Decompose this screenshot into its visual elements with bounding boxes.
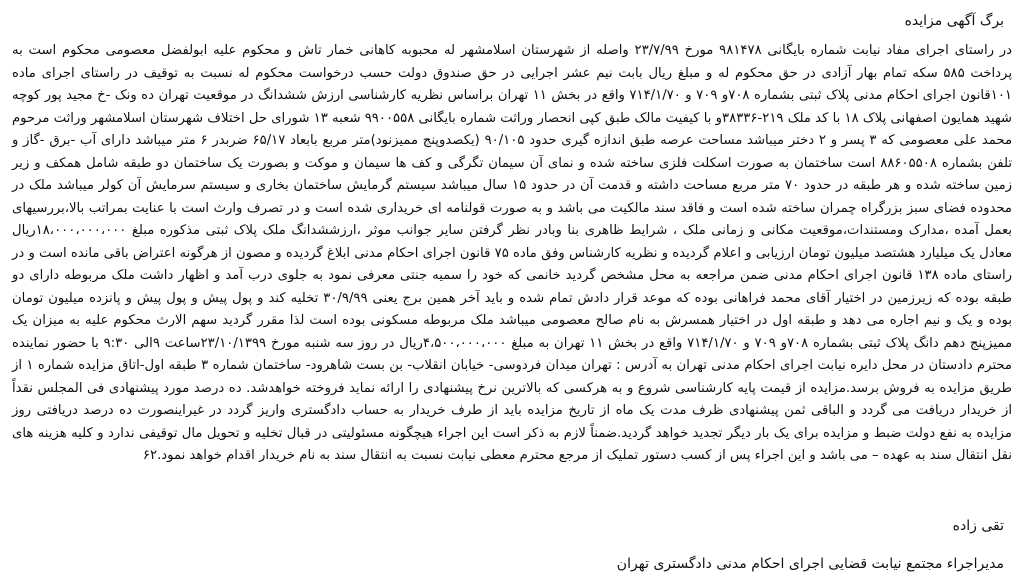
signer-title: مدیراجراء مجتمع نیابت قضایی اجرای احکام مدنی دادگستری تهران xyxy=(616,556,1004,572)
notice-body: در راستای اجرای مفاد نیابت شماره بایگانی ۹۸۱۴۷۸ مورخ ۲۳/۷/۹۹ واصله از شهرستان اسلامشهر له محبوبه کاهانی خمار تاش و محکوم علیه ابولفضل معصومی محکوم است به پرداخت ۵۸۵ سکه تمام بهار آزادی در حق محکوم له و مبلغ ریال بابت نیم عشر اجرایی در حق صندوق دولت حسب درخواست محکوم له نسبت به توقیف در راستای اجرای ماده ۱۰۱قانون اجرای احکام مدنی پلاک ثبتی بشماره ۷۰۸و ۷۰۹ و ۷۱۴/۱/۷۰ واقع در بخش ۱۱ تهران براساس نظریه کارشناسی ارزش ششدانگ در موقعیت تهران ده ونک -خ مجید پور کوچه شهید همایون اصفهانی پلاک ۱۸ با کد ملک ۲۱۹-۳۸۳۳۶و با کیفیت مالک طبق کپی انحصار وراثت شماره بایگانی ۹۹۰۰۵۵۸ شعبه ۱۳ شورای حل اختلاف شهرستان اسلامشهر وراثت مرحوم محمد علی معصومی که ۳ پسر و ۲ دختر میباشد مساحت عرصه طبق اندازه گیری حدود ۹۰/۱۰۵ (یکصدوپنج ممیزنود)متر مربع بابعاد ۶۵/۱۷ ضربدر ۶ متر میباشد دارای آب -برق -گاز و تلفن بشماره ۸۸۶۰۵۵۰۸ است ساختمان به صورت اسکلت فلزی ساخته شده و نمای آن سیمان تگرگی و کف ها سیمان و موکت و بصورت یک ساختمان دو طبقه شامل همکف و زیر زمین ساخته شده و هر طبقه در حدود ۷۰ متر مربع مساحت داشته و قدمت آن در حدود ۱۵ سال میباشد سیستم گرمایش ساختمان بخاری و سیستم سرمایش آن کولر میباشد ملک در محدوده فضای سبز بزرگراه چمران ساخته شده است و فاقد سند مالکیت می باشد و به صورت قولنامه ای خریداری شده است و در تصرف وارث است با عنایت بمراتب بالا،بررسیهای بعمل آمده ،مدارک ومستندات،موقعیت مکانی و زمانی ملک ، شرایط ظاهری بنا وبادر نظر گرفتن سایر جوانب موثر ،ارزششدانگ ملک پلاک ثبتی مذکوره مبلغ ۱۸،۰۰۰،۰۰۰،۰۰۰ریال معادل یک میلیارد هشتصد میلیون تومان ارزیابی و اعلام گردیده و نظریه کارشناس وفق ماده ۷۵ قانون اجرای احکام مدنی ابلاغ گردیده و مصون از هرگونه اعتراض باقی مانده است و در راستای ماده ۱۳۸ قانون اجرای احکام مدنی ضمن مراجعه به محل مشخص گردید خانمی که خود را سمیه جنتی معرفی نمود به جلوی درب آمد و اظهار داشت ملک مربوطه دارای دو طبقه بوده که زیرزمین در اختیار آقای محمد فراهانی بوده که موعد قرار دادش تمام شده و باید آخر همین برج یعنی ۳۰/۹/۹۹ تخلیه کند و پول پیش و پول پیش و پانزده میلیون تومان بوده و یک و نیم اجاره می دهد و طبقه اول در اختیار همسرش به نام صالح معصومی میباشد ملک مربوطه مسکونی بوده است لذا مقرر گردید سهم الارث محکوم علیه به میزان یک ممیزپنج دهم دانگ پلاک ثبتی بشماره ۷۰۸و ۷۰۹ و ۷۱۴/۱/۷۰ واقع در بخش ۱۱ تهران به مبلغ ۴،۵۰۰،۰۰۰،۰۰۰ریال در روز سه شنبه مورخ ۲۳/۱۰/۱۳۹۹ساعت ۹الی ۹:۳۰ با حضور نماینده محترم دادستان در محل دایره نیابت اجرای احکام مدنی تهران به آدرس : تهران میدان فردوسی- خیابان انقلاب- بن بست شاهرود- ساختمان شماره ۳ طبقه اول-اتاق مزایده شماره ۱ از طریق مزایده به فروش برسد.مزایده از قیمت پایه کارشناسی شروع و به هرکسی که بالاترین نرخ پیشنهادی را ارائه نماید فروخته خواهدشد. ده درصد مورد پیشنهادی فی المجلس نقداً از خریدار دریافت می گردد و الباقی ثمن پیشنهادی ظرف مدت یک ماه از تاریخ مزایده باید از طرف خریدار به حساب دادگستری واریز گردد در غیراینصورت ده درصد دریافتی روز مزایده به نفع دولت ضبط و مزایده برای یک بار دیگر تجدید خواهد گردید.ضمناً لازم به ذکر است این اجراء هیچگونه مسئولیتی در قبال تخلیه و تحویل مال توقیفی ندارد و کلیه هزینه های نقل انتقال سند به عهده – می باشد و این اجراء پس از کسب دستور تملیک از مرجع محترم معطی نیابت نسبت به انتقال سند به نام خریدار اقدام خواهد نمود.۶۲ xyxy=(12,43,1013,463)
signer-name: تقی زاده xyxy=(952,518,1004,534)
auction-notice-document xyxy=(8,0,1016,585)
notice-title: برگ آگهی مزایده xyxy=(904,13,1004,29)
